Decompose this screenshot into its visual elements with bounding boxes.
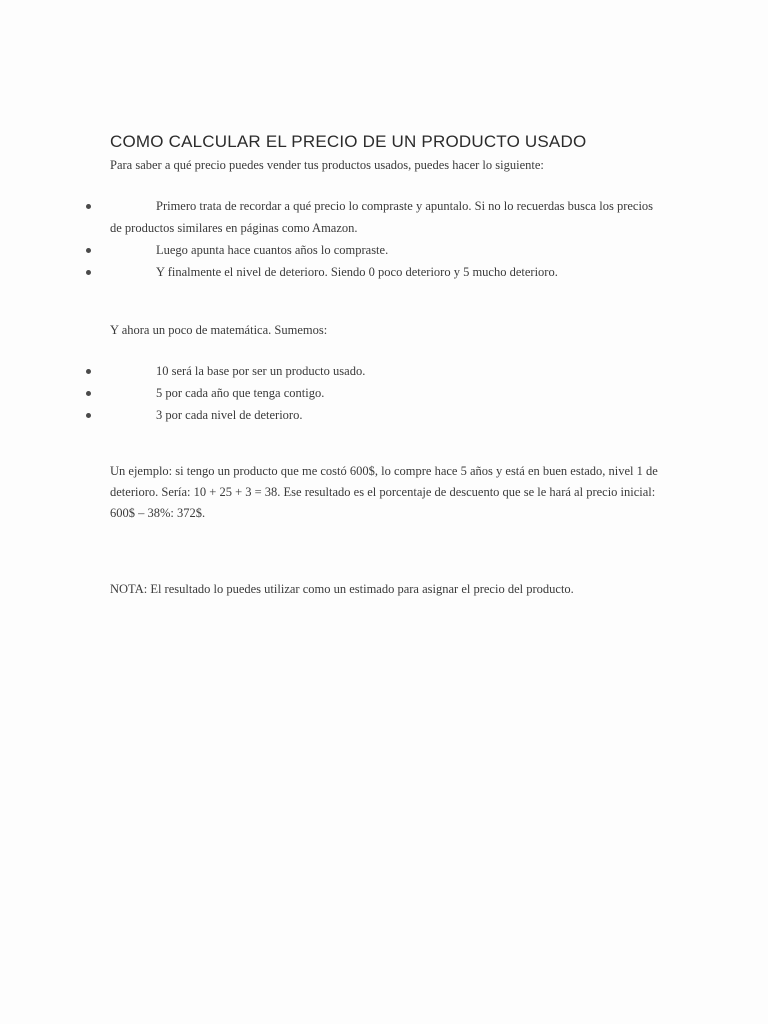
- bullet-icon: [86, 270, 91, 275]
- bullet-icon: [86, 204, 91, 209]
- bullet-icon: [86, 369, 91, 374]
- example-paragraph: Un ejemplo: si tengo un producto que me costó 600$, lo compre hace 5 años y está en buen estado, nivel 1 de deterioro. Sería: 10 + 25 + 3 = 38. Ese resultado es el porcentaje de descuento que se le hará al precio inicial: 600$ – 38%: 372$.: [110, 464, 658, 520]
- list-item-text: 10 será la base por ser un producto usado.: [156, 364, 366, 378]
- list-item-text: 5 por cada año que tenga contigo.: [156, 386, 325, 400]
- list-item-text: 3 por cada nivel de deterioro.: [156, 408, 303, 422]
- list-item: [0, 261, 768, 283]
- list-item: [0, 239, 768, 261]
- note-paragraph: NOTA: El resultado lo puedes utilizar como un estimado para asignar el precio del producto.: [110, 582, 574, 596]
- math-intro-paragraph: Y ahora un poco de matemática. Sumemos:: [110, 323, 328, 337]
- steps-list: [0, 195, 768, 283]
- list-item: [0, 382, 768, 404]
- intro-paragraph: Para saber a qué precio puedes vender tus productos usados, puedes hacer lo siguiente:: [110, 158, 544, 172]
- list-item-text: Y finalmente el nivel de deterioro. Siendo 0 poco deterioro y 5 mucho deterioro.: [156, 265, 558, 279]
- list-item: [0, 360, 768, 382]
- bullet-icon: [86, 391, 91, 396]
- list-item-text: Primero trata de recordar a qué precio lo compraste y apuntalo. Si no lo recuerdas busca los precios de productos similares en páginas como Amazon.: [110, 199, 654, 235]
- bullet-icon: [86, 413, 91, 418]
- document-title: COMO CALCULAR EL PRECIO DE UN PRODUCTO USADO: [110, 132, 587, 151]
- list-item: [0, 404, 768, 426]
- bullet-icon: [86, 248, 91, 253]
- list-item-text: Luego apunta hace cuantos años lo compraste.: [156, 243, 389, 257]
- list-item: [0, 195, 768, 239]
- math-list: [0, 360, 768, 426]
